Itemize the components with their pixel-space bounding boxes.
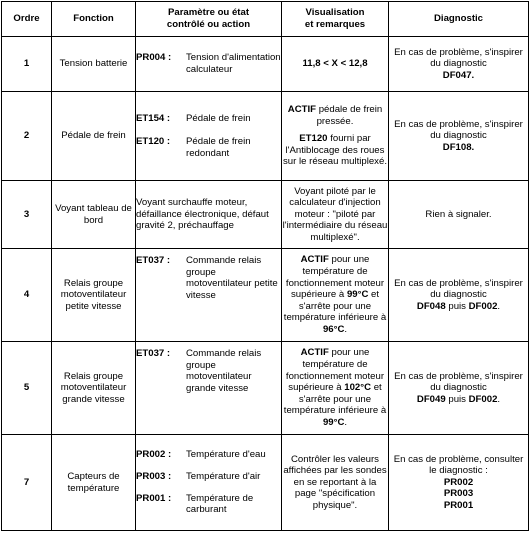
parameter-item xyxy=(136,113,281,125)
temperature-value: 102°C xyxy=(344,382,372,394)
visualisation-cell: Contrôler les valeurs affichées par les sondes en se reportant à la page "spécification physique". xyxy=(282,435,389,531)
header-ordre: Ordre xyxy=(2,2,52,37)
parameter-code: ET120 : xyxy=(136,136,171,148)
ordre-cell: 4 xyxy=(2,249,52,342)
parameter-code: PR003 : xyxy=(136,470,172,482)
fonction-cell: Relais groupe motoventilateur petite vitesse xyxy=(52,249,136,342)
visualisation-text: et s'arrête pour une température inférieure à xyxy=(283,289,387,324)
diagnostic-text: . xyxy=(497,393,501,405)
ordre-cell: 2 xyxy=(2,92,52,181)
ordre-cell: 1 xyxy=(2,37,52,92)
visualisation-text: et s'arrête pour une température inférieure à xyxy=(283,382,387,417)
parameter-code: PR004 : xyxy=(136,52,172,64)
parameter-label: Température de carburant xyxy=(186,492,254,516)
et-code: ET120 xyxy=(299,133,328,145)
visualisation-cell xyxy=(282,249,389,342)
parameter-code: ET037 : xyxy=(136,348,171,359)
diagnostic-cell xyxy=(389,435,529,531)
temperature-value: 99°C xyxy=(322,416,345,428)
diagnostic-text: En cas de problème, s'inspirer du diagnostic xyxy=(394,118,523,142)
visualisation-cell xyxy=(282,342,389,435)
fonction-cell: Relais groupe motoventilateur grande vitesse xyxy=(52,342,136,435)
table-row xyxy=(2,249,529,342)
parameter-code: PR002 : xyxy=(136,449,172,461)
diagnostic-cell xyxy=(389,249,529,342)
parameter-label: Commande relais groupe motoventilateur grande vitesse xyxy=(186,348,262,394)
table-row xyxy=(2,342,529,435)
visualisation-text: . xyxy=(344,323,348,335)
parameter-label: Température d'air xyxy=(186,470,261,482)
parameter-item xyxy=(136,493,281,516)
diagnostic-text: puis xyxy=(445,393,469,405)
diagnostic-code: DF108. xyxy=(442,141,475,153)
parametre-cell xyxy=(136,435,282,531)
visualisation-cell: Voyant piloté par le calculateur d'injection moteur : "piloté par l'intermédiaire du réseau multiplexé". xyxy=(282,181,389,249)
parameter-item xyxy=(136,52,281,75)
diagnostic-code: DF047. xyxy=(442,69,475,81)
ordre-cell: 3 xyxy=(2,181,52,249)
parameter-item xyxy=(136,348,281,394)
diagnostic-cell: Rien à signaler. xyxy=(389,181,529,249)
table-row xyxy=(2,181,529,249)
parameter-item xyxy=(136,136,281,159)
temperature-value: 96°C xyxy=(322,323,345,335)
diagnostic-table xyxy=(1,1,529,531)
diagnostic-cell xyxy=(389,92,529,181)
diagnostic-code: DF002 xyxy=(468,300,498,312)
visualisation-cell: 11,8 < X < 12,8 xyxy=(282,37,389,92)
parameter-label: Pédale de frein redondant xyxy=(186,136,251,159)
diagnostic-code: PR002 xyxy=(443,476,474,488)
header-parametre: Paramètre ou état contrôlé ou action xyxy=(136,2,282,37)
diagnostic-text: En cas de problème, s'inspirer du diagnostic xyxy=(394,370,523,394)
table-row xyxy=(2,435,529,531)
header-row xyxy=(2,2,529,37)
parametre-cell xyxy=(136,37,282,92)
header-fonction: Fonction xyxy=(52,2,136,37)
ordre-cell: 5 xyxy=(2,342,52,435)
actif-keyword: ACTIF xyxy=(300,254,329,266)
diagnostic-code: DF048 xyxy=(416,300,446,312)
diagnostic-cell xyxy=(389,342,529,435)
visualisation-text: . xyxy=(344,416,348,428)
parametre-cell xyxy=(136,249,282,342)
parameter-label: Température d'eau xyxy=(186,449,266,461)
parameter-code: PR001 : xyxy=(136,492,172,504)
header-diagnostic: Diagnostic xyxy=(389,2,529,37)
visualisation-text: pour une température de fonctionnement moteur supérieure à xyxy=(285,347,385,394)
parameter-code: ET037 : xyxy=(136,255,171,266)
parameter-label: Pédale de frein xyxy=(186,112,251,124)
visualisation-text: pédale de frein pressée. xyxy=(316,104,383,127)
parameter-code: ET154 : xyxy=(136,112,171,124)
diagnostic-text: En cas de problème, consulter le diagnostic : xyxy=(393,453,524,477)
fonction-cell: Tension batterie xyxy=(52,37,136,92)
diagnostic-code: DF049 xyxy=(416,393,446,405)
parametre-cell xyxy=(136,342,282,435)
table-row xyxy=(2,37,529,92)
parameter-item xyxy=(136,471,281,483)
diagnostic-text: puis xyxy=(445,300,469,312)
parameter-item xyxy=(136,255,281,301)
visualisation-text: fourni par l'Antiblocage des roues sur le réseau multiplexé. xyxy=(283,133,387,168)
parametre-cell xyxy=(136,92,282,181)
ordre-cell: 7 xyxy=(2,435,52,531)
diagnostic-text: En cas de problème, s'inspirer du diagnostic xyxy=(394,46,523,70)
diagnostic-text: . xyxy=(497,300,501,312)
fonction-cell: Capteurs de température xyxy=(52,435,136,531)
diagnostic-code: DF002 xyxy=(468,393,498,405)
table-row xyxy=(2,92,529,181)
visualisation-text: pour une température de fonctionnement moteur supérieure à xyxy=(285,254,385,301)
visualisation-cell xyxy=(282,92,389,181)
parameter-label: Tension d'alimentation calculateur xyxy=(186,52,281,75)
parameter-label: Commande relais groupe motoventilateur petite vitesse xyxy=(186,255,278,301)
actif-keyword: ACTIF xyxy=(300,347,329,359)
temperature-value: 99°C xyxy=(346,289,369,301)
fonction-cell: Pédale de frein xyxy=(52,92,136,181)
diagnostic-cell xyxy=(389,37,529,92)
actif-keyword: ACTIF xyxy=(287,104,317,116)
parametre-cell: Voyant surchauffe moteur, défaillance électronique, défaut gravité 2, préchauffage xyxy=(136,181,282,249)
diagnostic-code: PR001 xyxy=(443,499,474,511)
parameter-item xyxy=(136,449,281,461)
diagnostic-code: PR003 xyxy=(443,488,474,500)
diagnostic-text: En cas de problème, s'inspirer du diagnostic xyxy=(394,277,523,301)
fonction-cell: Voyant tableau de bord xyxy=(52,181,136,249)
header-visualisation: Visualisation et remarques xyxy=(282,2,389,37)
